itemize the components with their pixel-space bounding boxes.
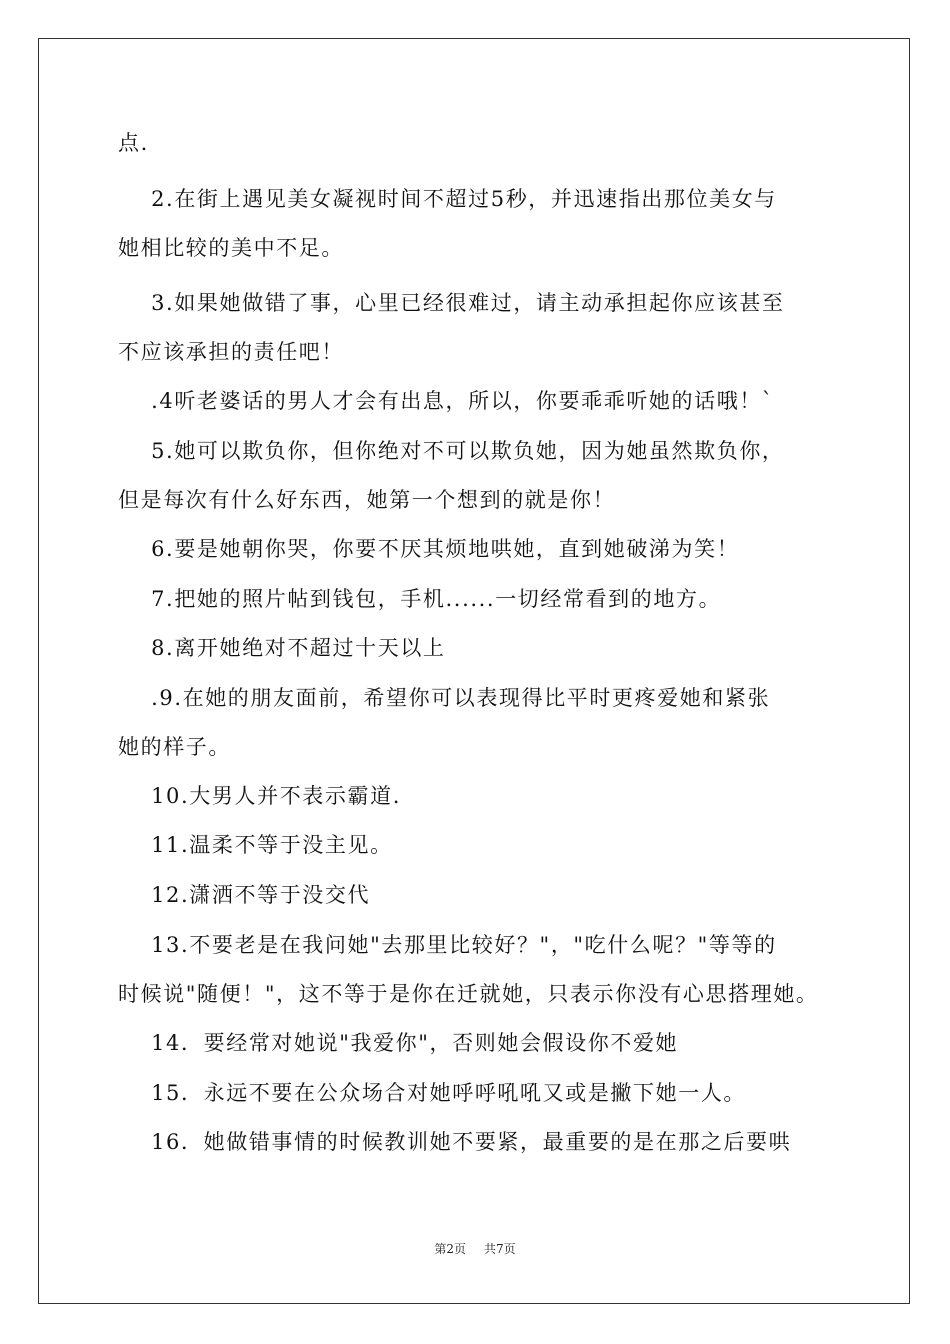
text-line: 12.潇洒不等于没交代: [118, 883, 371, 907]
page-number: 第2页: [434, 1242, 466, 1256]
text-line: .4听老婆话的男人才会有出息，所以，你要乖乖听她的话哦！`: [118, 389, 775, 413]
text-line: 10.大男人并不表示霸道.: [118, 784, 401, 808]
text-line: 7.把她的照片帖到钱包，手机......一切经常看到的地方。: [118, 587, 722, 611]
text-line: 不应该承担的责任吧！: [118, 340, 344, 364]
text-line: 3.如果她做错了事，心里已经很难过，请主动承担起你应该甚至: [118, 291, 785, 315]
text-line: 点.: [118, 131, 149, 155]
text-line: 时候说"随便！"，这不等于是你在迁就她，只表示你没有心思搭理她。: [118, 982, 819, 1006]
text-line: 15．永远不要在公众场合对她呼呼吼吼又或是撇下她一人。: [118, 1081, 747, 1105]
text-line: 8.离开她绝对不超过十天以上: [118, 636, 446, 660]
text-line: 16．她做错事情的时候教训她不要紧，最重要的是在那之后要哄: [118, 1130, 792, 1154]
text-line: 2.在街上遇见美女凝视时间不超过5秒，并迅速指出那位美女与: [118, 187, 777, 211]
text-line: 她的样子。: [118, 735, 231, 759]
page-footer: [0, 1240, 950, 1257]
text-line: 14．要经常对她说"我爱你"，否则她会假设你不爱她: [118, 1031, 679, 1055]
text-line: 13.不要老是在我问她"去那里比较好？"，"吃什么呢？"等等的: [118, 933, 777, 957]
page-border: [38, 38, 910, 1304]
text-line: 但是每次有什么好东西，她第一个想到的就是你！: [118, 488, 616, 512]
text-line: .9.在她的朋友面前，希望你可以表现得比平时更疼爱她和紧张: [118, 686, 771, 710]
text-line: 5.她可以欺负你，但你绝对不可以欺负她，因为她虽然欺负你，: [118, 439, 785, 463]
text-line: 6.要是她朝你哭，你要不厌其烦地哄她，直到她破涕为笑！: [118, 537, 740, 561]
text-line: 11.温柔不等于没主见。: [118, 833, 393, 857]
page-total: 共7页: [484, 1242, 516, 1256]
text-line: 她相比较的美中不足。: [118, 236, 344, 260]
